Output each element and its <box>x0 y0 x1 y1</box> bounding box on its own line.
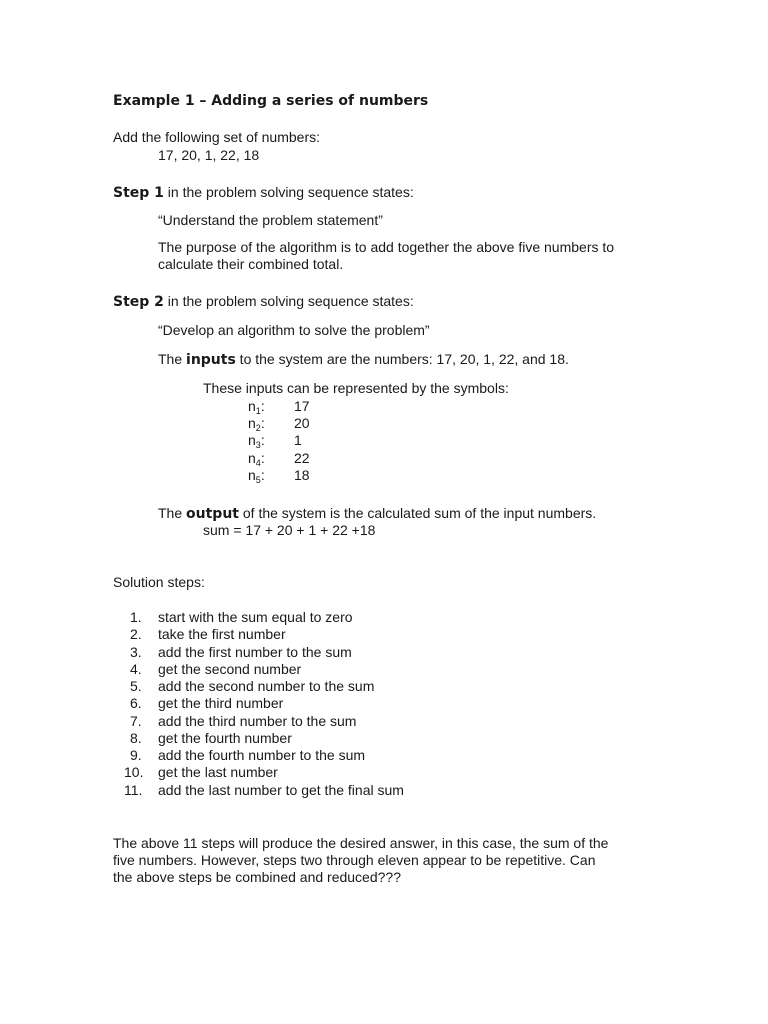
symbol-value: 17 <box>294 398 310 414</box>
list-item-text: add the third number to the sum <box>158 712 357 729</box>
intro-numbers: 17, 20, 1, 22, 18 <box>158 147 260 163</box>
step1-label: Step 1 <box>113 185 164 201</box>
list-item-text: get the third number <box>158 695 284 712</box>
symbol-name: n <box>248 466 256 483</box>
list-item-text: start with the sum equal to zero <box>158 609 353 625</box>
list-item-number: 9. <box>130 747 142 763</box>
symbol-row <box>248 467 368 484</box>
list-item-text: get the last number <box>158 764 278 781</box>
step1-line <box>113 184 414 202</box>
list-item-number: 5. <box>130 678 142 694</box>
symbol-colon: : <box>260 432 265 449</box>
symbol-label <box>248 415 265 432</box>
symbol-row <box>248 432 368 449</box>
list-item-text: add the second number to the sum <box>158 678 375 694</box>
symbol-value: 20 <box>294 415 310 432</box>
symbol-label <box>248 467 265 484</box>
list-item-text: get the second number <box>158 660 302 677</box>
step1-text: in the problem solving sequence states: <box>163 184 414 200</box>
list-item-text: get the fourth number <box>158 729 292 746</box>
symbol-subscript: 3 <box>255 440 261 451</box>
intro-text: Add the following set of numbers: <box>113 129 321 145</box>
list-item-number: 6. <box>130 695 142 712</box>
step1-quote: “Understand the problem statement” <box>158 212 383 228</box>
solution-heading: Solution steps: <box>113 574 205 590</box>
symbol-subscript: 1 <box>255 406 261 416</box>
conclusion-line3: the above steps be combined and reduced??? <box>113 869 401 885</box>
symbol-row <box>248 415 368 432</box>
list-item-text: add the fourth number to the sum <box>158 747 366 763</box>
list-item-number: 2. <box>130 626 142 643</box>
symbol-value: 1 <box>294 432 302 449</box>
symbol-label <box>248 432 265 449</box>
sum-formula: sum = 17 + 20 + 1 + 22 +18 <box>203 522 376 538</box>
symbol-subscript: 5 <box>255 474 261 485</box>
symbol-label <box>248 450 265 467</box>
list-item-number: 11. <box>124 781 143 798</box>
list-item-number: 7. <box>130 712 142 729</box>
page-title: Example 1 – Adding a series of numbers <box>113 93 429 109</box>
output-post-text: of the system is the calculated sum of the input numbers. <box>238 505 597 521</box>
symbol-colon: : <box>260 398 265 414</box>
step2-text: in the problem solving sequence states: <box>163 293 414 309</box>
symbol-colon: : <box>260 415 265 432</box>
symbol-row <box>248 450 368 467</box>
step2-line <box>113 293 414 311</box>
list-item-number: 3. <box>130 643 142 660</box>
symbol-value: 22 <box>294 449 310 466</box>
symbol-name: n <box>248 449 256 466</box>
list-item-text: add the last number to get the final sum <box>158 781 404 798</box>
output-pre-text: The <box>158 505 187 521</box>
symbol-colon: : <box>260 466 265 483</box>
symbol-subscript: 4 <box>255 457 261 468</box>
symbol-label <box>248 398 265 415</box>
inputs-bold: inputs <box>186 352 236 368</box>
list-item-number: 1. <box>130 609 142 625</box>
output-bold: output <box>186 506 239 522</box>
inputs-pre-text: The <box>158 351 187 367</box>
list-item-number: 8. <box>130 729 142 746</box>
output-line <box>158 505 596 523</box>
symbol-name: n <box>248 432 256 449</box>
inputs-post-text: to the system are the numbers: 17, 20, 1, 22, and 18. <box>235 351 569 367</box>
symbol-row <box>248 398 368 415</box>
conclusion-line2: five numbers. However, steps two through eleven appear to be repetitive. Can <box>113 852 596 868</box>
inputs-line <box>158 351 569 369</box>
list-item-number: 4. <box>130 660 142 677</box>
step1-purpose-line2: calculate their combined total. <box>158 256 344 272</box>
symbol-subscript: 2 <box>255 423 261 434</box>
list-item-number: 10. <box>124 764 144 781</box>
symbols-intro: These inputs can be represented by the symbols: <box>203 380 509 396</box>
symbol-name: n <box>248 398 256 414</box>
list-item-text: take the first number <box>158 626 286 643</box>
step2-quote: “Develop an algorithm to solve the problem” <box>158 322 430 338</box>
conclusion-line1: The above 11 steps will produce the desired answer, in this case, the sum of the <box>113 835 609 851</box>
step1-purpose-line1: The purpose of the algorithm is to add together the above five numbers to <box>158 239 615 255</box>
step2-label: Step 2 <box>113 294 164 310</box>
symbol-value: 18 <box>294 466 310 483</box>
list-item-text: add the first number to the sum <box>158 643 352 660</box>
symbol-name: n <box>248 415 256 432</box>
symbol-colon: : <box>260 449 265 466</box>
